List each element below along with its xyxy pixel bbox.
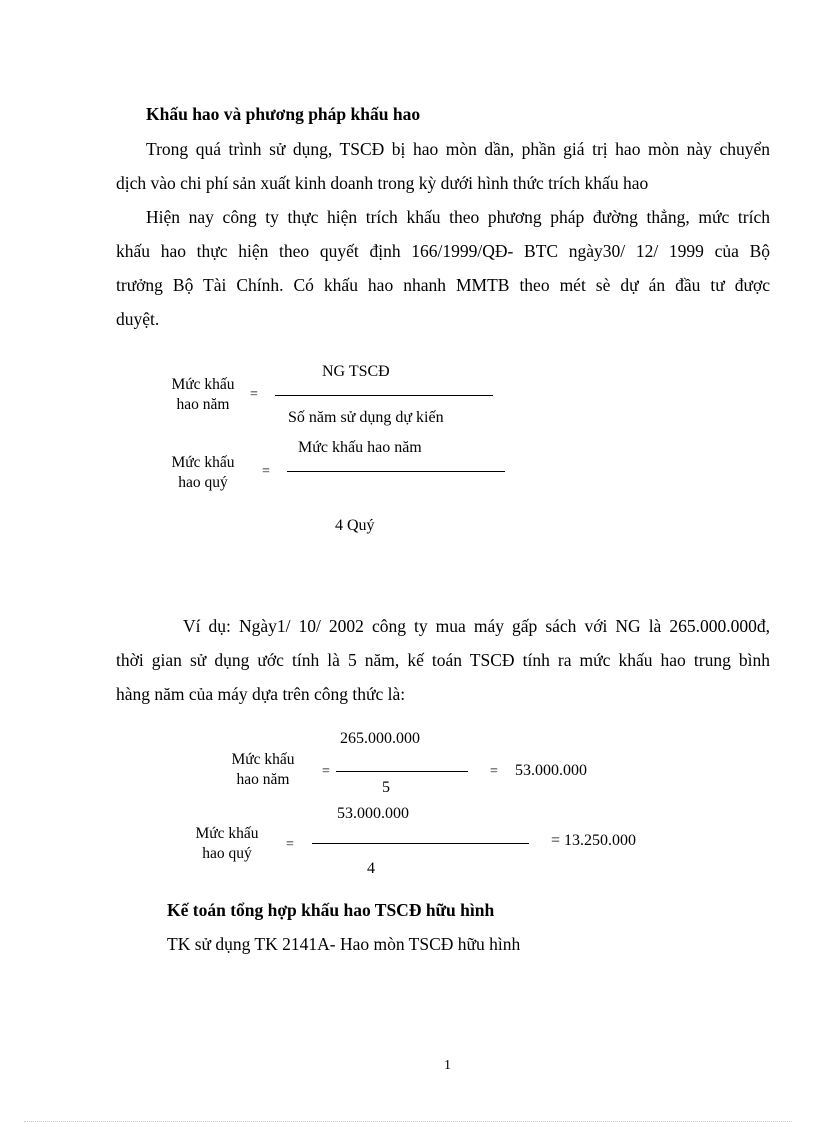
calc-1-label-line-2: hao năm	[236, 771, 290, 788]
formula-1-numerator: NG TSCĐ	[322, 363, 390, 380]
calc-2-result: = 13.250.000	[551, 832, 637, 849]
paragraph-2-line-3: trưởng Bộ Tài Chính. Có khấu hao nhanh MMTB theo mét sè dự án đầu tư được	[116, 275, 770, 295]
formula-1-label	[160, 375, 246, 415]
formula-2-label-line-2: hao quý	[178, 474, 228, 491]
page-bottom-border	[24, 1121, 792, 1122]
calc-1-result: 53.000.000	[515, 762, 587, 779]
calc-1-denominator: 5	[382, 779, 390, 796]
formula-1-denominator: Số năm sử dụng dự kiến	[288, 409, 444, 426]
formula-2-label	[160, 453, 246, 493]
calc-2-denominator: 4	[367, 860, 375, 877]
calc-2-fraction-bar	[312, 843, 529, 844]
page-number: 1	[444, 1058, 451, 1073]
paragraph-2-line-2: khấu hao thực hiện theo quyết định 166/1999/QĐ- BTC ngày30/ 12/ 1999 của Bộ	[116, 241, 770, 261]
example-line-3: hàng năm của máy dựa trên công thức là:	[116, 684, 406, 704]
formula-2-numerator: Mức khấu hao năm	[298, 439, 422, 456]
calc-2-label-line-2: hao quý	[202, 845, 252, 862]
calc-1-equals-2: =	[490, 764, 498, 779]
calc-1-numerator: 265.000.000	[340, 730, 420, 747]
calc-2-equals: =	[286, 837, 294, 852]
calc-2-label-line-1: Mức khấu	[195, 825, 259, 842]
formula-2-denominator: 4 Quý	[335, 517, 375, 534]
paragraph-2-line-4: duyệt.	[116, 309, 160, 329]
section-heading-depreciation: Khấu hao và phương pháp khấu hao	[146, 104, 421, 124]
section-2-line: TK sử dụng TK 2141A- Hao mòn TSCĐ hữu hình	[167, 934, 521, 954]
paragraph-1-line-2: dịch vào chi phí sản xuất kinh doanh trong kỳ dưới hình thức trích khấu hao	[116, 173, 649, 193]
formula-1-label-line-2: hao năm	[176, 396, 230, 413]
formula-2-label-line-1: Mức khấu	[171, 454, 235, 471]
formula-1-label-line-1: Mức khấu	[171, 376, 235, 393]
calc-1-fraction-bar	[336, 771, 468, 772]
formula-2-equals: =	[262, 464, 270, 479]
paragraph-1-line-1: Trong quá trình sử dụng, TSCĐ bị hao mòn dần, phần giá trị hao mòn này chuyển	[146, 139, 770, 159]
formula-1-equals: =	[250, 387, 258, 402]
calc-1-label-line-1: Mức khấu	[231, 751, 295, 768]
calc-2-numerator: 53.000.000	[337, 805, 409, 822]
formula-2-fraction-bar	[287, 471, 505, 472]
calc-1-label	[220, 750, 306, 790]
section-heading-accounting: Kế toán tổng hợp khấu hao TSCĐ hữu hình	[167, 900, 495, 920]
calc-2-label	[184, 824, 270, 864]
example-line-1: Ví dụ: Ngày1/ 10/ 2002 công ty mua máy gấp sách với NG là 265.000.000đ,	[183, 616, 770, 636]
paragraph-2-line-1: Hiện nay công ty thực hiện trích khấu theo phương pháp đường thẳng, mức trích	[146, 207, 770, 227]
formula-1-fraction-bar	[275, 395, 493, 396]
example-line-2: thời gian sử dụng ước tính là 5 năm, kế toán TSCĐ tính ra mức khấu hao trung bình	[116, 650, 770, 670]
calc-1-equals: =	[322, 764, 330, 779]
